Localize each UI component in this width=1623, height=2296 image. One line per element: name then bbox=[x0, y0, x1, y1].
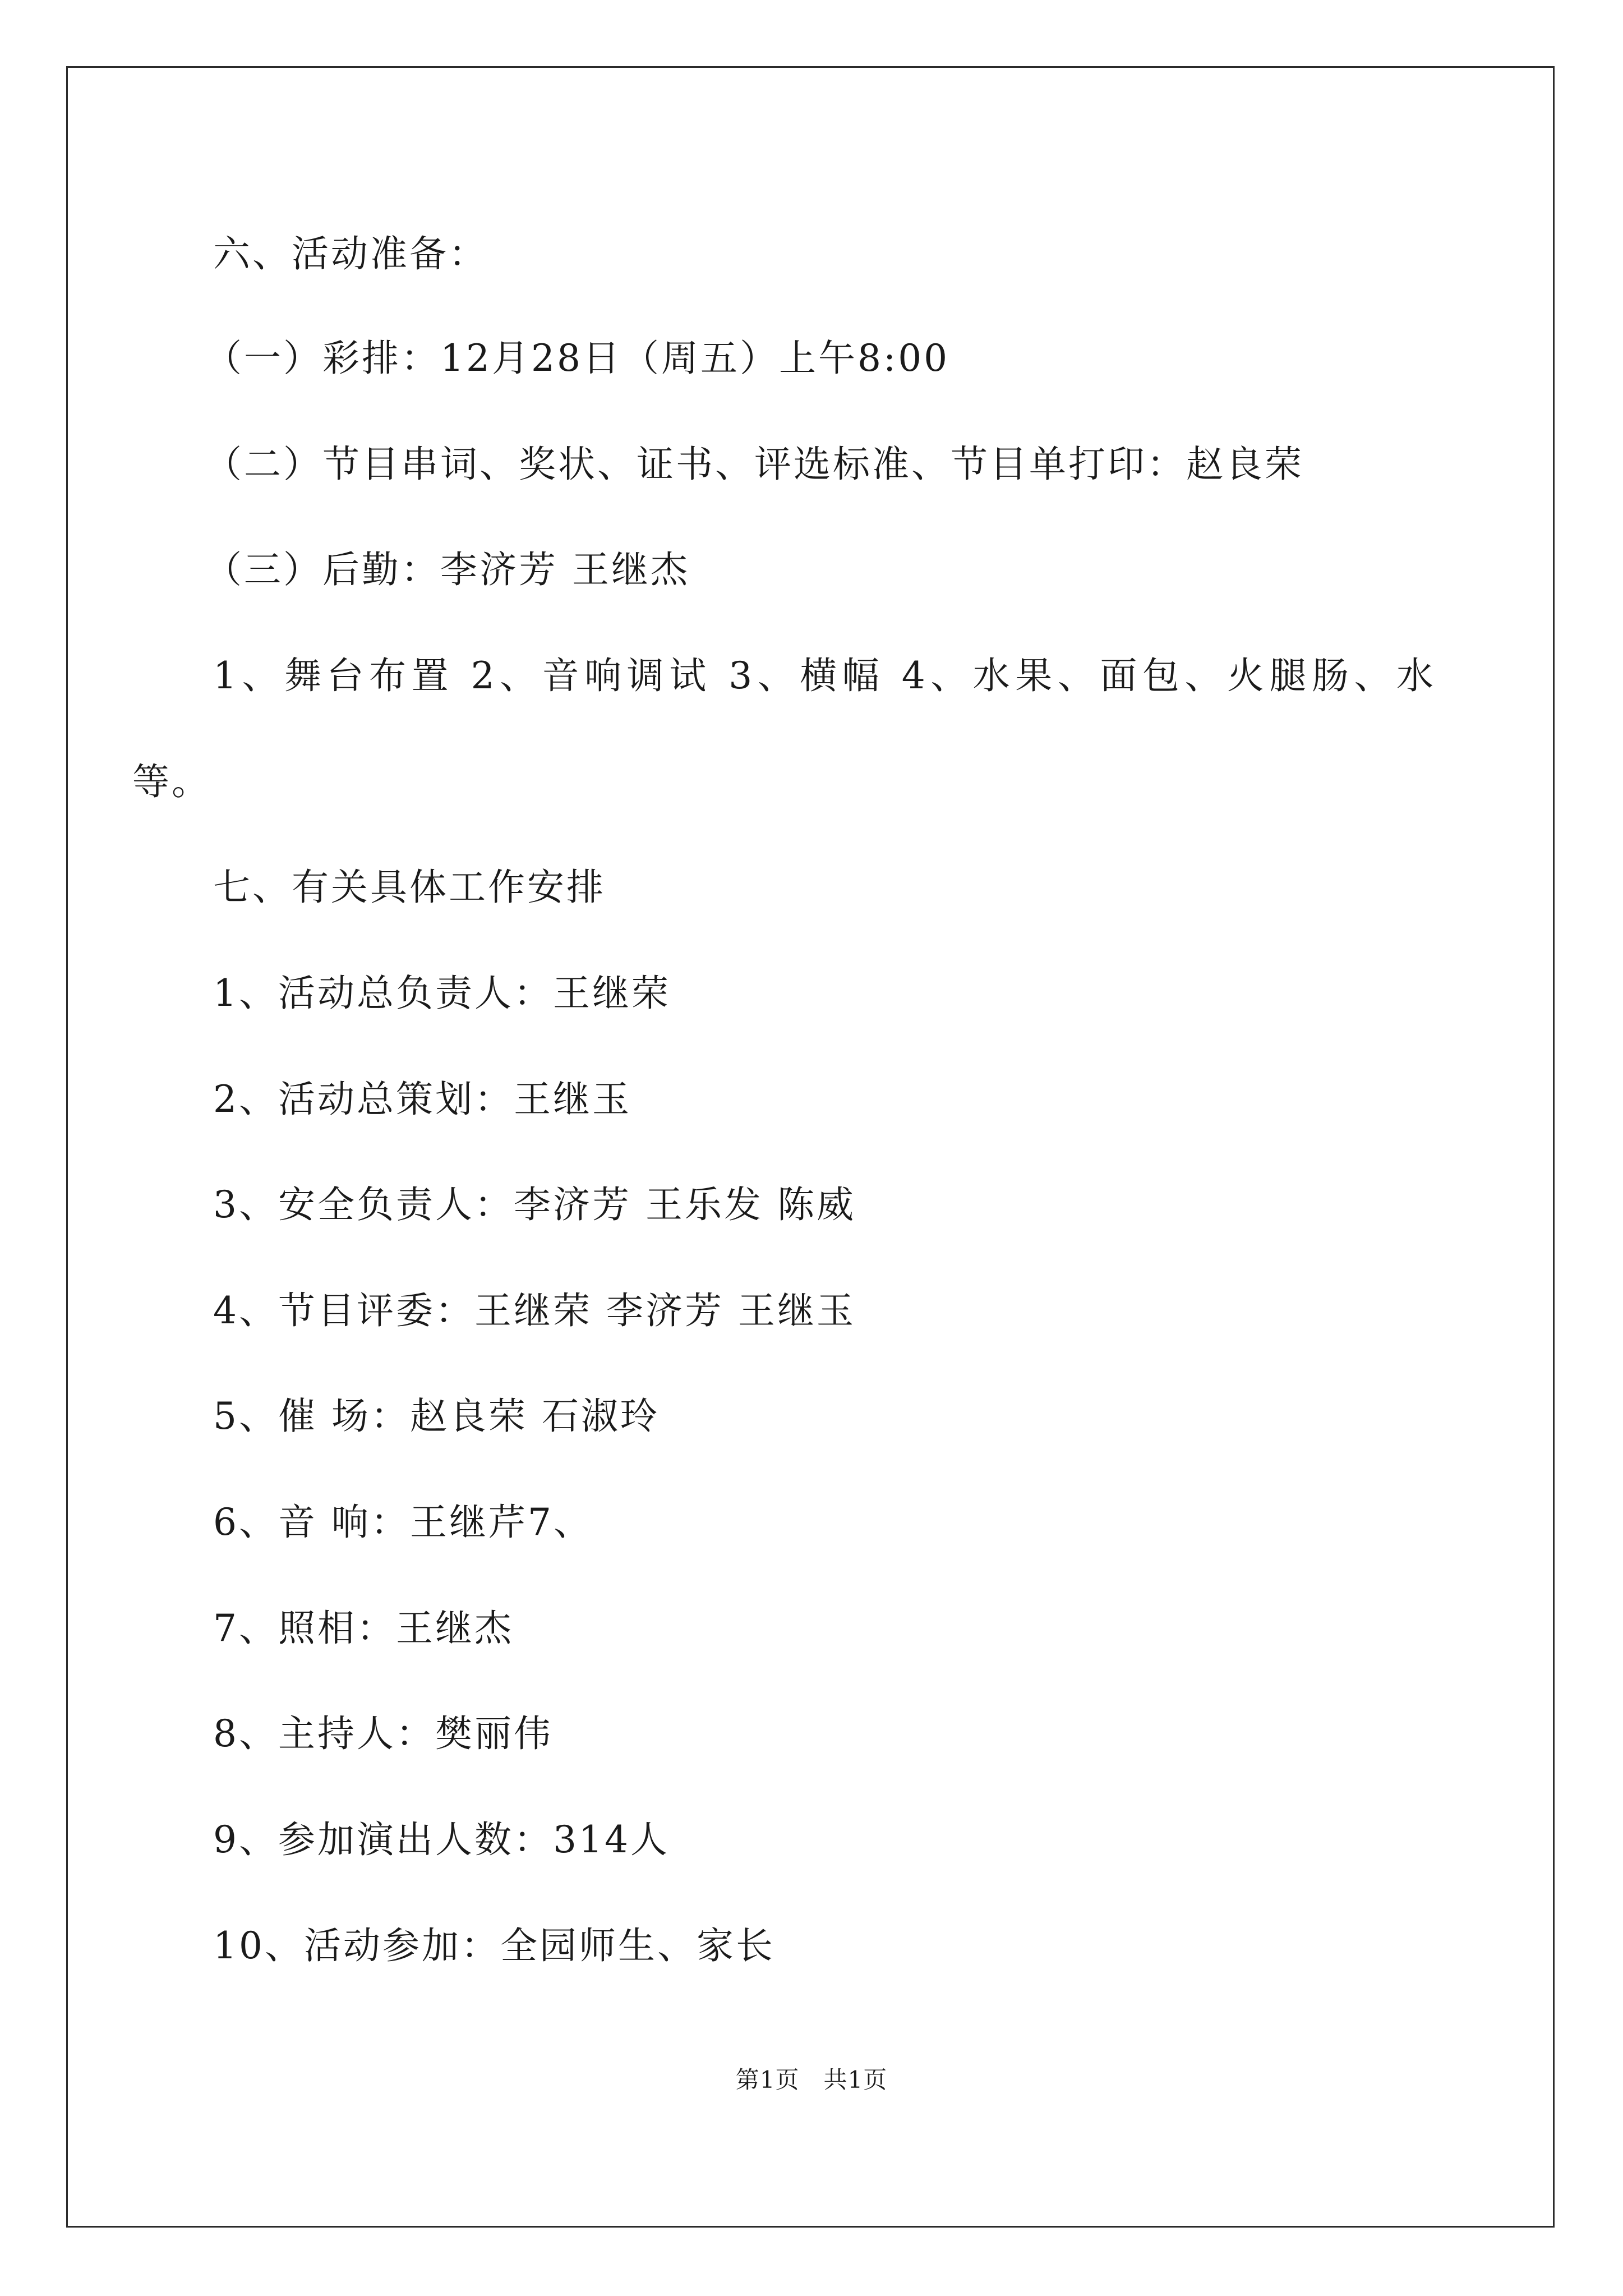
list-item: （三）后勤：李济芳 王继杰 bbox=[205, 548, 690, 591]
section-heading-preparation: 六、活动准备： bbox=[213, 232, 488, 275]
list-item: （二）节目串词、奖状、证书、评选标准、节目单打印：赵良荣 bbox=[205, 443, 1304, 486]
list-item: 6、音 响：王继芹7、 bbox=[213, 1501, 593, 1544]
list-item: 5、催 场：赵良荣 石淑玲 bbox=[213, 1395, 660, 1438]
section-heading-arrangements: 七、有关具体工作安排 bbox=[213, 866, 606, 909]
list-item: 10、活动参加：全园师生、家长 bbox=[213, 1924, 775, 1967]
list-item: 4、节目评委：王继荣 李济芳 王继玉 bbox=[213, 1289, 856, 1332]
paragraph-line: 等。 bbox=[132, 760, 211, 803]
paragraph-line: 1、舞台布置 2、音响调试 3、横幅 4、水果、面包、火腿肠、水 bbox=[213, 654, 1436, 697]
list-item: 1、活动总负责人：王继荣 bbox=[213, 972, 671, 1015]
list-item: 7、照相：王继杰 bbox=[213, 1607, 514, 1650]
list-item: 2、活动总策划：王继玉 bbox=[213, 1078, 631, 1121]
page-footer: 第1页 共1页 bbox=[735, 2066, 888, 2093]
list-item: 9、参加演出人数：314人 bbox=[213, 1818, 670, 1861]
list-item: 8、主持人：樊丽伟 bbox=[213, 1712, 553, 1755]
list-item: （一）彩排：12月28日（周五）上午8:00 bbox=[205, 337, 950, 380]
list-item: 3、安全负责人：李济芳 王乐发 陈威 bbox=[213, 1183, 856, 1226]
